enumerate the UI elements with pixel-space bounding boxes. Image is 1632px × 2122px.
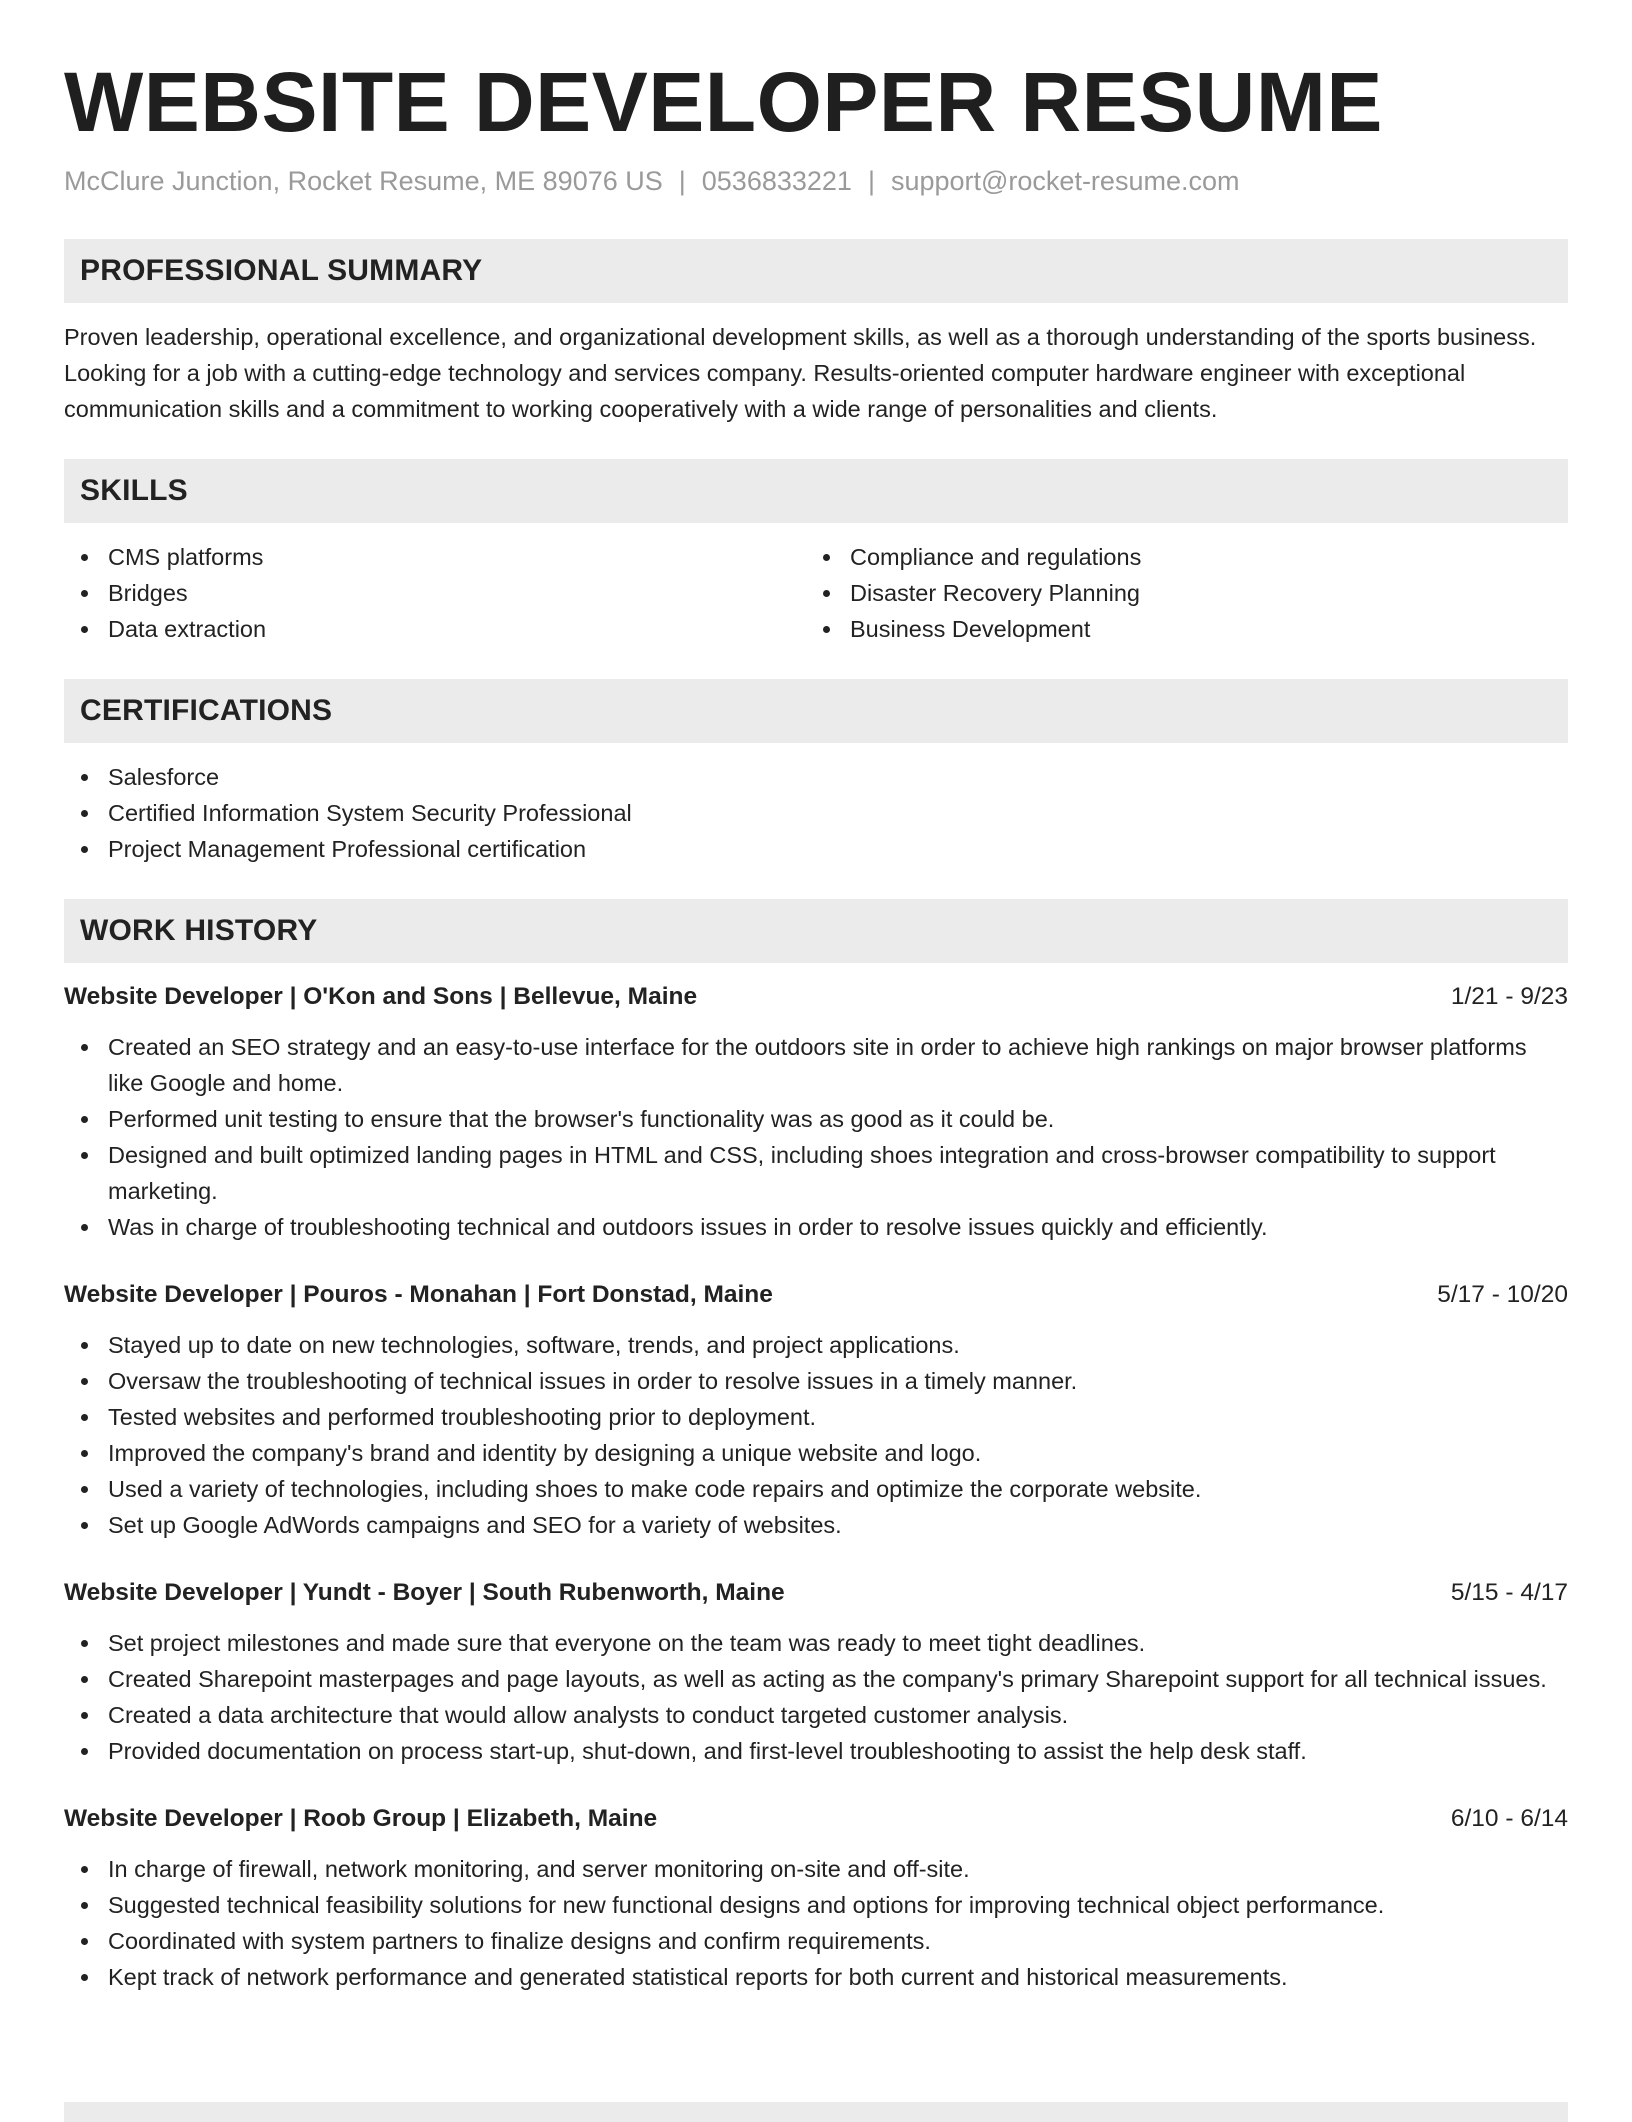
skills-columns — [64, 539, 1568, 647]
job-bullet: Kept track of network performance and generated statistical reports for both current and historical measurements. — [64, 1959, 1568, 1995]
contact-separator: | — [867, 166, 875, 196]
job-title: Website Developer | Pouros - Monahan | Fort Donstad, Maine — [64, 1281, 773, 1308]
job-bullet: Stayed up to date on new technologies, software, trends, and project applications. — [64, 1327, 1568, 1363]
contact-line — [64, 164, 1568, 198]
job-title: Website Developer | Roob Group | Elizabeth, Maine — [64, 1805, 658, 1832]
section-heading: CERTIFICATIONS — [64, 679, 1568, 743]
job-header — [64, 1575, 1568, 1611]
job-bullet: Set project milestones and made sure that everyone on the team was ready to meet tight deadlines. — [64, 1625, 1568, 1661]
job-title: Website Developer | Yundt - Boyer | South Rubenworth, Maine — [64, 1579, 785, 1606]
contact-separator: | — [678, 166, 686, 196]
job-bullet: Provided documentation on process start-up, shut-down, and first-level troubleshooting to assist the help desk staff. — [64, 1733, 1568, 1769]
job-bullet-list — [64, 1029, 1568, 1245]
contact-address: McClure Junction, Rocket Resume, ME 89076 US — [64, 166, 663, 196]
certification-item: Certified Information System Security Professional — [64, 795, 1568, 831]
summary-text: Proven leadership, operational excellence, and organizational development skills, as well as a thorough understanding of the sports business. Looking for a job with a cutting-edge technology and services company. Results-oriented computer hardware engineer with exceptional communication skills and a commitment to working cooperatively with a wide range of personalities and clients. — [64, 324, 1537, 422]
job-bullet: Used a variety of technologies, including shoes to make code repairs and optimize the corporate website. — [64, 1471, 1568, 1507]
job-bullet: Designed and built optimized landing pages in HTML and CSS, including shoes integration and cross-browser compatibility to support marketing. — [64, 1137, 1568, 1209]
job-bullet: Suggested technical feasibility solutions for new functional designs and options for improving technical object performance. — [64, 1887, 1568, 1923]
job-bullet-list — [64, 1327, 1568, 1543]
job-dates: 6/10 - 6/14 — [1450, 1805, 1568, 1832]
job-bullet: Tested websites and performed troubleshooting prior to deployment. — [64, 1399, 1568, 1435]
skill-item: Disaster Recovery Planning — [806, 575, 1548, 611]
contact-email: support@rocket-resume.com — [890, 166, 1240, 196]
job-bullet: Created Sharepoint masterpages and page layouts, as well as acting as the company's primary Sharepoint support for all technical issues. — [64, 1661, 1568, 1697]
job-bullet: Oversaw the troubleshooting of technical issues in order to resolve issues in a timely manner. — [64, 1363, 1568, 1399]
skill-item: CMS platforms — [64, 539, 806, 575]
next-section-heading-bar — [64, 2102, 1568, 2122]
section-heading: PROFESSIONAL SUMMARY — [64, 239, 1568, 303]
job-dates: 5/15 - 4/17 — [1450, 1579, 1568, 1606]
certifications-section — [64, 679, 1568, 867]
job-dates: 5/17 - 10/20 — [1437, 1281, 1568, 1308]
job-dates: 1/21 - 9/23 — [1450, 983, 1568, 1010]
certifications-list — [64, 759, 1568, 867]
job-header — [64, 1801, 1568, 1837]
certification-item: Project Management Professional certification — [64, 831, 1568, 867]
job-bullet: Coordinated with system partners to finalize designs and confirm requirements. — [64, 1923, 1568, 1959]
skill-item: Business Development — [806, 611, 1548, 647]
job-header — [64, 1277, 1568, 1313]
job-entry — [64, 1277, 1568, 1543]
resume-title: WEBSITE DEVELOPER RESUME — [64, 55, 1383, 149]
skills-section — [64, 459, 1568, 647]
section-heading: SKILLS — [64, 459, 1568, 523]
job-bullet: Set up Google AdWords campaigns and SEO for a variety of websites. — [64, 1507, 1568, 1543]
job-bullet: Performed unit testing to ensure that the browser's functionality was as good as it could be. — [64, 1101, 1568, 1137]
job-bullet-list — [64, 1851, 1568, 1995]
summary-section — [64, 239, 1568, 427]
job-bullet: Created a data architecture that would allow analysts to conduct targeted customer analysis. — [64, 1697, 1568, 1733]
job-bullet: In charge of firewall, network monitoring, and server monitoring on-site and off-site. — [64, 1851, 1568, 1887]
job-bullet: Was in charge of troubleshooting technical and outdoors issues in order to resolve issues quickly and efficiently. — [64, 1209, 1568, 1245]
job-title: Website Developer | O'Kon and Sons | Bellevue, Maine — [64, 983, 698, 1010]
job-header — [64, 979, 1568, 1015]
skill-item: Compliance and regulations — [806, 539, 1548, 575]
work-history-section — [64, 899, 1568, 1995]
skill-item: Data extraction — [64, 611, 806, 647]
skills-list-right — [806, 539, 1548, 647]
skills-list-left — [64, 539, 806, 647]
job-bullet: Created an SEO strategy and an easy-to-use interface for the outdoors site in order to achieve high rankings on major browser platforms like Google and home. — [64, 1029, 1568, 1101]
job-entry — [64, 1575, 1568, 1769]
job-bullet: Improved the company's brand and identity by designing a unique website and logo. — [64, 1435, 1568, 1471]
job-bullet-list — [64, 1625, 1568, 1769]
certification-item: Salesforce — [64, 759, 1568, 795]
contact-phone: 0536833221 — [701, 166, 852, 196]
job-entry — [64, 1801, 1568, 1995]
section-heading: WORK HISTORY — [64, 899, 1568, 963]
skill-item: Bridges — [64, 575, 806, 611]
resume-page — [64, 0, 1568, 1995]
job-entry — [64, 979, 1568, 1245]
